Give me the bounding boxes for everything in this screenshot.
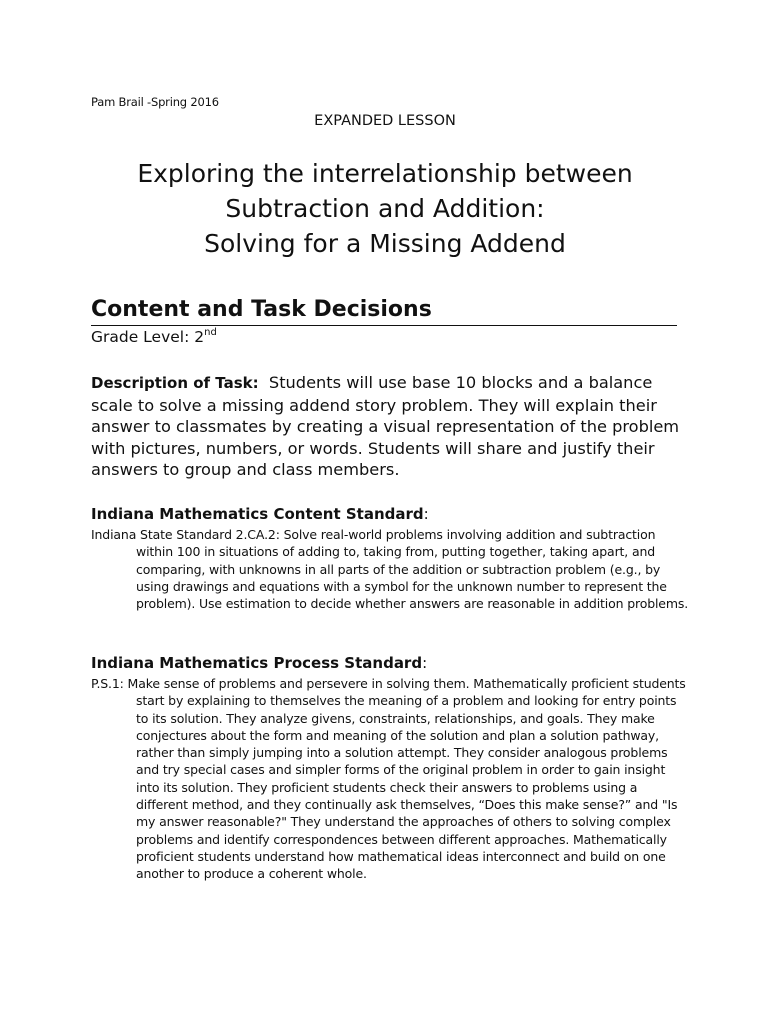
process-standard-heading-text: Indiana Mathematics Process Standard: [91, 654, 423, 672]
process-standard-heading-colon: :: [422, 654, 428, 672]
author-line: Pam Brail -Spring 2016: [91, 95, 219, 109]
content-standard-body: Indiana State Standard 2.CA.2: Solve real-world problems involving addition and subtraction within 100 in situations of adding to, taking from, putting together, taking apart, and comparing, with unknowns in all parts of the addition or subtraction problem (e.g., by using drawings and equations with a symbol for the unknown number to represent the problem). Use estimation to decide whether answers are reasonable in addition problems.: [91, 527, 689, 612]
title-line-3: Solving for a Missing Addend: [204, 229, 566, 258]
title-line-1: Exploring the interrelationship between: [137, 159, 633, 188]
lesson-label: EXPANDED LESSON: [314, 113, 456, 129]
task-description-label: Description of Task:: [91, 374, 259, 392]
content-standard-heading-text: Indiana Mathematics Content Standard: [91, 505, 424, 523]
task-description-text: Students will use base 10 blocks and a balance scale to solve a missing addend story problem. They will explain their answer to classmates by creating a visual representation of the problem with pictures, numbers, or words. Students will share and justify their answers to group and class members.: [91, 373, 680, 479]
task-description: [91, 372, 691, 481]
lesson-title: [0, 156, 770, 261]
grade-level: [91, 327, 217, 346]
process-standard-heading: [91, 654, 427, 672]
section-heading: Content and Task Decisions: [91, 296, 677, 326]
title-line-2: Subtraction and Addition:: [225, 194, 545, 223]
content-standard-heading: [91, 505, 429, 523]
content-standard-heading-colon: :: [423, 505, 429, 523]
grade-level-superscript: nd: [204, 327, 217, 338]
grade-level-label: Grade Level: 2: [91, 328, 205, 346]
process-standard-body: P.S.1: Make sense of problems and persevere in solving them. Mathematically proficient students start by explaining to themselves the meaning of a problem and looking for entry points to its solution. They analyze givens, constraints, relationships, and goals. They make conjectures about the form and meaning of the solution and plan a solution pathway, rather than simply jumping into a solution attempt. They consider analogous problems and try special cases and simpler forms of the original problem in order to gain insight into its solution. They proficient students check their answers to problems using a different method, and they continually ask themselves, “Does this make sense?” and "Is my answer reasonable?" They understand the approaches of others to solving complex problems and identify correspondences between different approaches. Mathematically proficient students understand how mathematical ideas interconnect and build on one another to produce a coherent whole.: [91, 676, 686, 882]
